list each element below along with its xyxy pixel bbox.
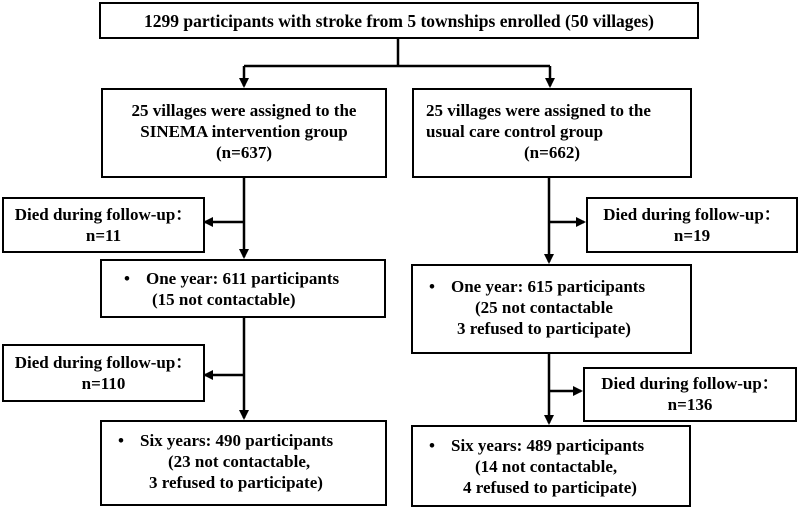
- intervention-died-count-2: n=110: [81, 374, 126, 393]
- control-died-box-1: [586, 197, 798, 253]
- control-group-box: [412, 88, 692, 178]
- intervention-one-year-detail-1: (15 not contactable): [152, 290, 296, 309]
- bullet: •: [429, 277, 435, 296]
- control-six-year-box: [411, 425, 691, 507]
- intervention-died-count-1: n=11: [85, 226, 122, 245]
- control-six-year-text: Six years: 489 participants: [451, 436, 645, 455]
- intervention-died-label-2: Died during follow-up：: [14, 353, 193, 372]
- control-one-year-detail-2: 3 refused to participate): [457, 319, 631, 338]
- control-died-label-1: Died during follow-up：: [603, 205, 781, 224]
- control-one-year-box: [411, 264, 692, 354]
- intervention-six-year-detail-2: 3 refused to participate): [149, 473, 323, 492]
- intervention-assigned-n: (n=637): [216, 143, 272, 162]
- intervention-one-year-box: [100, 259, 386, 318]
- enrolled-box: [99, 2, 699, 39]
- intervention-six-year-text: Six years: 490 participants: [140, 431, 334, 450]
- intervention-group-box: [101, 88, 387, 178]
- intervention-six-year-box: [100, 420, 387, 506]
- control-six-year-main: [429, 435, 689, 456]
- bullet: •: [118, 431, 124, 450]
- control-one-year-detail-1: (25 not contactable: [475, 298, 613, 317]
- bullet: •: [124, 269, 130, 288]
- control-one-year-text: One year: 615 participants: [451, 277, 646, 296]
- control-died-count-2: n=136: [667, 395, 713, 414]
- control-died-label-2: Died during follow-up：: [601, 374, 779, 393]
- intervention-died-box-1: [2, 197, 205, 253]
- intervention-six-year-main: [118, 430, 385, 451]
- control-died-box-2: [583, 367, 797, 422]
- control-assigned-line-1: 25 villages were assigned to the: [426, 101, 651, 120]
- intervention-died-label-1: Died during follow-up：: [14, 205, 193, 224]
- control-one-year-main: [429, 276, 690, 297]
- enrolled-text: 1299 participants with stroke from 5 townships enrolled (50 villages): [144, 11, 654, 31]
- bullet: •: [429, 436, 435, 455]
- control-assigned-n: (n=662): [524, 143, 580, 162]
- intervention-died-box-2: [2, 344, 205, 402]
- control-six-year-detail-2: 4 refused to participate): [463, 478, 637, 497]
- intervention-one-year-text: One year: 611 participants: [146, 269, 340, 288]
- control-assigned-line-2: usual care control group: [426, 122, 604, 141]
- control-six-year-detail-1: (14 not contactable,: [475, 457, 618, 476]
- intervention-one-year-main: [124, 268, 384, 289]
- intervention-six-year-detail-1: (23 not contactable,: [168, 452, 311, 471]
- control-died-count-1: n=19: [673, 226, 711, 245]
- intervention-assigned-line-1: 25 villages were assigned to the: [131, 101, 357, 120]
- intervention-assigned-line-2: SINEMA intervention group: [140, 122, 348, 141]
